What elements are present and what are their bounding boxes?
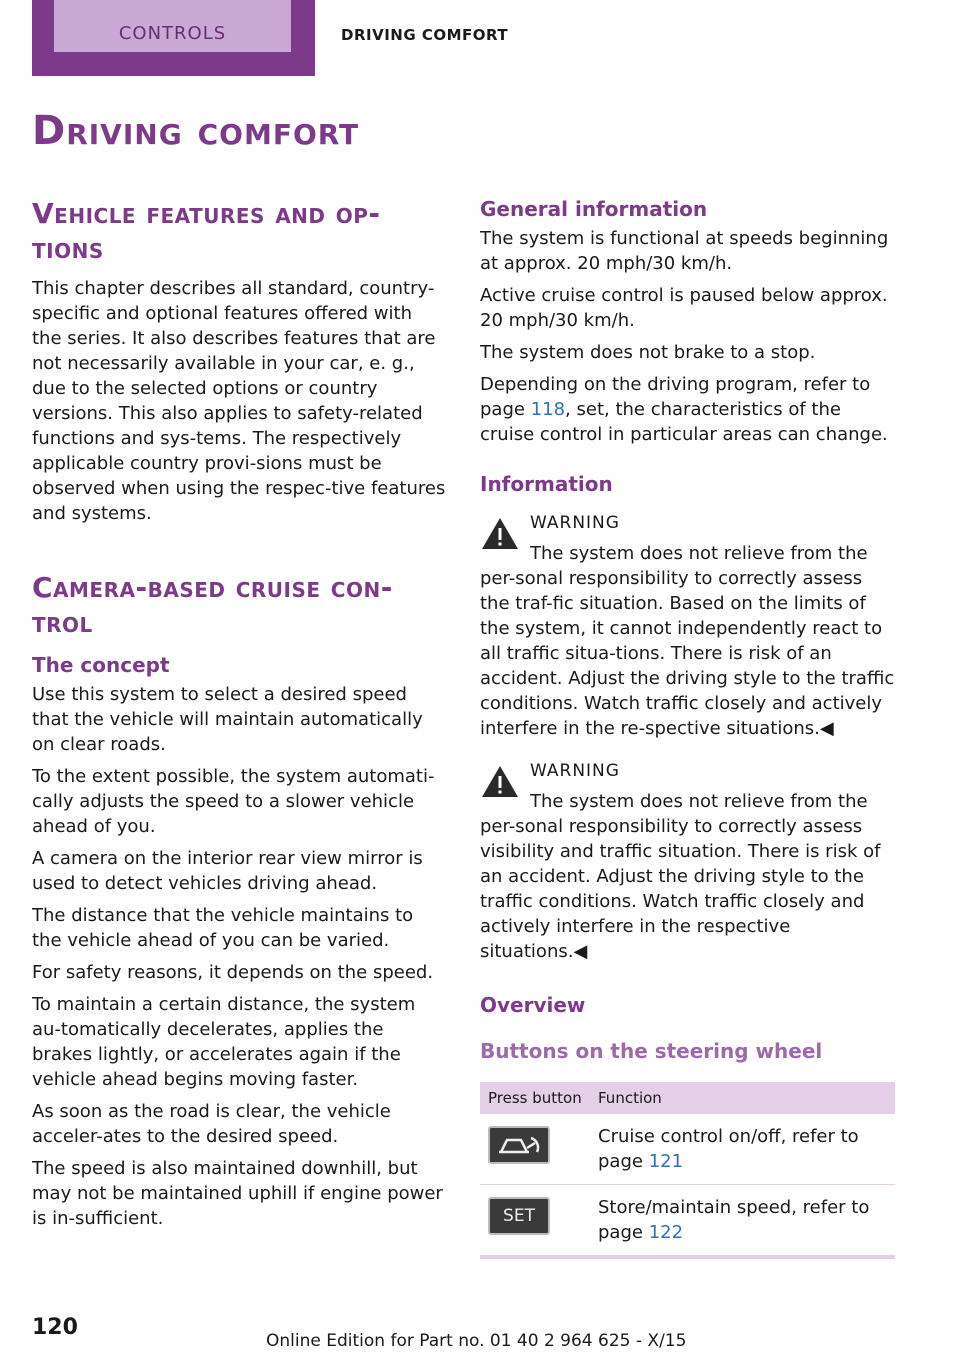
general-paragraph: Active cruise control is paused below approx. 20 mph/30 km/h. [480,285,888,331]
concept-paragraph: Use this system to select a desired speed that the vehicle will maintain automatically on clear roads. [32,684,423,755]
text: Cruise control on/off, refer to page [598,1126,859,1172]
heading-camera-cruise: Camera-based cruise con-trol [32,571,393,639]
general-paragraph: The system is functional at speeds beginning at approx. 20 mph/30 km/h. [480,228,889,274]
general-paragraph: The system does not brake to a stop. [480,342,816,363]
right-column [480,196,895,1259]
table-cell-function [590,1185,895,1258]
buttons-table [480,1082,895,1259]
cruise-control-glyph [497,1132,541,1158]
chapter-tab-label: CONTROLS [54,0,291,52]
table-row [480,1185,895,1258]
cruise-control-icon [488,1126,550,1164]
table-header-row [480,1082,895,1114]
warning-text: The system does not relieve from the per-sonal responsibility to correctly assess visibility and traffic situation. There is risk of an accident. Adjust the driving style to the traffic conditions. Watch traffic closely and actively interfere in the respective situations.◀ [480,791,881,962]
column-header-function: Function [590,1082,895,1114]
warning-block [480,511,895,741]
heading-steering-buttons: Buttons on the steering wheel [480,1039,823,1063]
edition-footer: Online Edition for Part no. 01 40 2 964 625 - X/15 [266,1331,687,1351]
concept-paragraph: The speed is also maintained downhill, but may not be maintained uphill if engine power is in-sufficient. [32,1158,443,1229]
general-paragraph-driving-program [480,372,895,447]
set-button-icon: SET [488,1197,550,1235]
heading-information: Information [480,472,613,496]
concept-paragraph: For safety reasons, it depends on the speed. [32,962,434,983]
table-cell [480,1114,590,1185]
heading-general-information: General information [480,197,708,221]
left-column [32,196,447,1238]
warning-heading: WARNING [530,761,620,781]
heading-vehicle-features: Vehicle features and op-tions [32,197,381,265]
concept-paragraph: To maintain a certain distance, the system au-tomatically decelerates, applies the brakes lightly, or accelerates again if the vehicle ahead begins moving faster. [32,994,416,1090]
warning-block [480,759,895,964]
chapter-tab [32,0,315,76]
page-link-118[interactable]: 118 [530,399,566,420]
warning-triangle-icon [480,763,520,799]
section-label: DRIVING COMFORT [341,26,509,44]
concept-paragraph: As soon as the road is clear, the vehicle acceler-ates to the desired speed. [32,1101,391,1147]
page-link-122[interactable]: 122 [648,1222,684,1243]
warning-text: The system does not relieve from the per-sonal responsibility to correctly assess the traf-fic situation. Based on the limits of the system, it cannot independently react to all traffic situa-tions. There is risk of an accident. Adjust the driving style to the traffic conditions. Watch traffic closely and actively interfere in the re-spective situations.◀ [480,543,895,739]
text: , set, the characteristics of the cruise control in particular areas can change. [480,399,888,445]
warning-heading: WARNING [530,513,620,533]
text: Depending on the driving program, refer to page [480,374,871,420]
table-row [480,1114,895,1185]
vehicle-features-text: This chapter describes all standard, country-specific and optional features offered with the series. It also describes features that are not necessarily available in your car, e. g., due to the selected options or country versions. This also applies to safety-related functions and sys-tems. The respectively applicable country provi-sions must be observed when using the respec-tive features and systems. [32,278,446,524]
concept-paragraph: To the extent possible, the system automati-cally adjusts the speed to a slower vehicle ahead of you. [32,766,435,837]
table-cell [480,1185,590,1258]
text: Store/maintain speed, refer to page [598,1197,870,1243]
concept-paragraph: A camera on the interior rear view mirror is used to detect vehicles driving ahead. [32,848,423,894]
heading-overview: Overview [480,993,586,1017]
page-link-121[interactable]: 121 [648,1151,684,1172]
concept-paragraph: The distance that the vehicle maintains to the vehicle ahead of you can be varied. [32,905,414,951]
page-number: 120 [32,1315,78,1340]
column-header-press-button: Press button [480,1082,590,1114]
heading-concept: The concept [32,653,170,677]
warning-triangle-icon [480,515,520,551]
table-cell-function [590,1114,895,1185]
page-title: Driving comfort [32,108,360,154]
